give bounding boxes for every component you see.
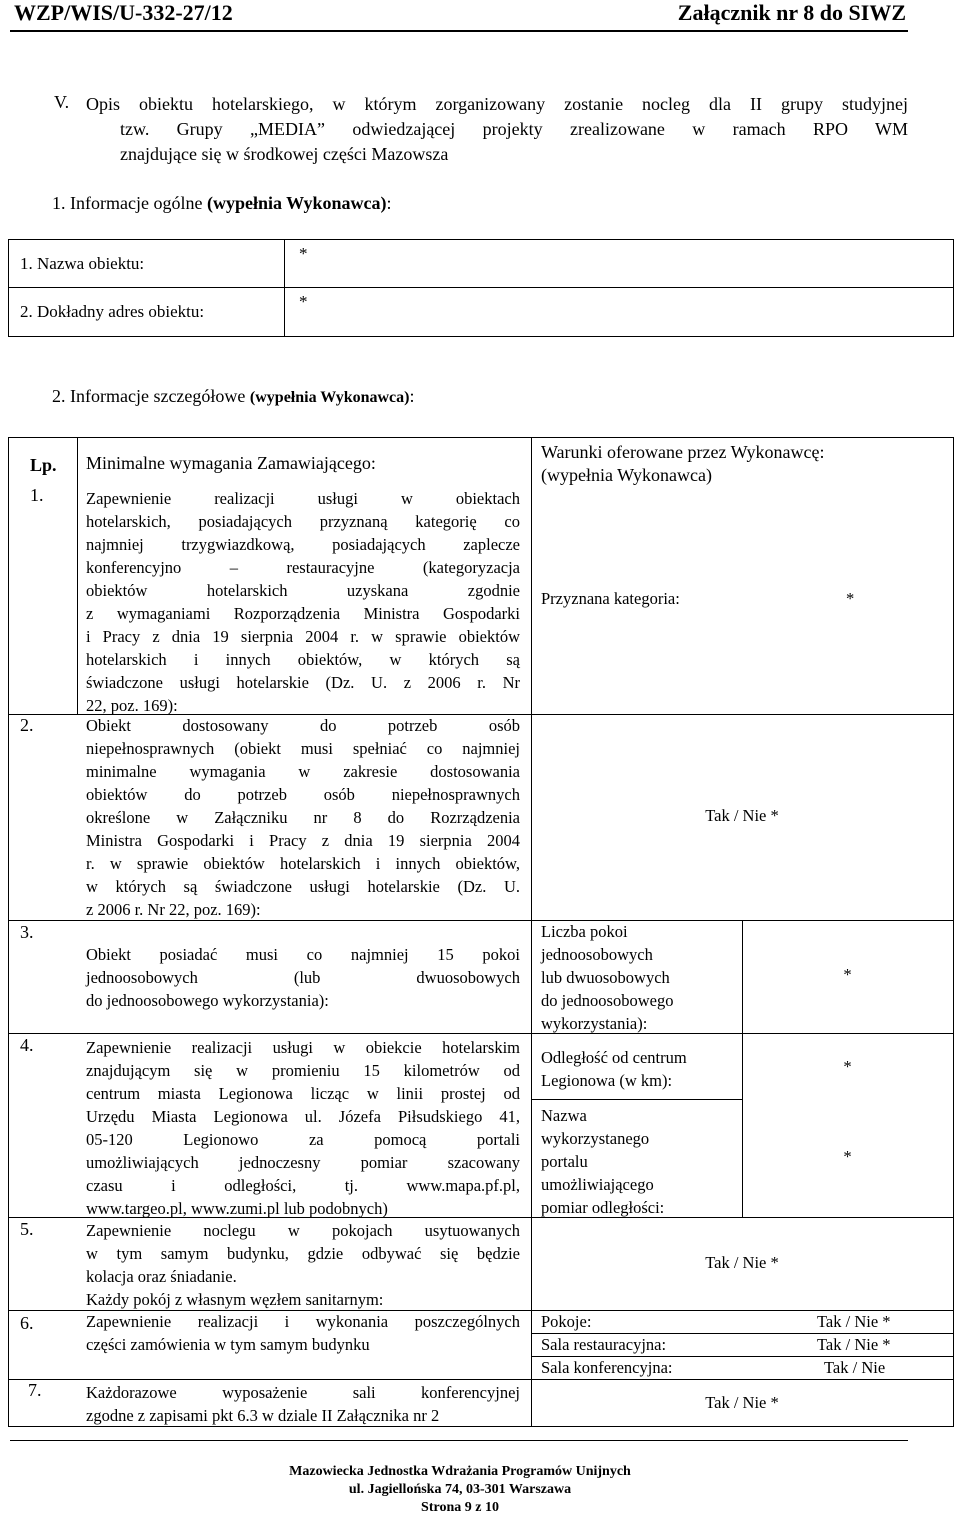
requirement-text (86, 1381, 520, 1427)
requirement-text (86, 1219, 520, 1311)
requirement-line: Zapewnienie realizacji usługi w obiektach (86, 489, 520, 508)
attachment-label: Załącznik nr 8 do SIWZ (677, 0, 906, 25)
footer (0, 1463, 920, 1517)
requirement-line: Obiekt dostosowany do potrzeb osób (86, 716, 520, 735)
col-header-lp: Lp. (30, 455, 57, 475)
table-border (953, 437, 954, 1427)
column-divider (77, 437, 78, 714)
detailed-title-note: (wypełnia Wykonawca) (249, 389, 410, 406)
requirement-line: i Pracy z dnia 19 sierpnia 2004 r. w sprawie obiektów (86, 627, 520, 646)
column-divider (531, 437, 532, 1427)
rooms-label-line: wykorzystania): (541, 1014, 648, 1033)
col-header-conditions-note: (wypełnia Wykonawca) (541, 465, 713, 485)
portal-label-line: umożliwiającego (541, 1175, 654, 1194)
section-title (86, 92, 908, 167)
requirement-line: świadczone usługi hotelarskie (Dz. U. z 2006 r. Nr (86, 673, 520, 692)
requirement-line: w których są świadczone usługi hotelarskie (Dz. U. (86, 877, 520, 896)
requirement-line: hotelarskich i innych obiektów, w których są (86, 650, 520, 669)
row-divider (8, 1033, 954, 1034)
rooms-row-value[interactable]: Tak / Nie * (817, 1312, 891, 1331)
requirement-line: Ministra Gospodarki i Pracy z dnia 19 sierpnia 2004 (86, 831, 520, 850)
requirement-line: obiektów hotelarskich uzyskana zgodnie (86, 581, 520, 600)
requirement-line: części zamówienia w tym samym budynku (86, 1335, 370, 1354)
requirement-line: czasu i odległości, tj. www.mapa.pf.pl, (86, 1176, 520, 1195)
requirement-line: Urzędu Miasta Legionowa ul. Józefa Piłsudskiego 41, (86, 1107, 520, 1126)
requirement-line: hotelarskich, posiadających przyznaną kategorię co (86, 512, 520, 531)
section-title-line: znajdujące się w środkowej części Mazowsza (120, 144, 449, 164)
col-header-requirements: Minimalne wymagania Zamawiającego: (86, 453, 376, 473)
general-info-table (8, 239, 954, 337)
col-header-conditions-title: Warunki oferowane przez Wykonawcę: (541, 442, 825, 462)
row-divider (531, 1356, 953, 1357)
portal-label-line: wykorzystanego (541, 1129, 650, 1148)
requirement-line: 05-120 Legionowo za pomocą portali (86, 1130, 520, 1149)
requirement-line: z wymaganiami Rozporządzenia Ministra Gospodarki (86, 604, 520, 623)
conference-row-label: Sala konferencyjna: (541, 1358, 673, 1377)
requirement-line: określone w Załączniku nr 8 do Rozrządzenia (86, 808, 520, 827)
doc-reference: WZP/WIS/U-332-27/12 (14, 0, 233, 25)
requirement-line: niepełnosprawnych (obiekt musi spełniać co najmniej (86, 739, 520, 758)
requirement-line: Obiekt posiadać musi co najmniej 15 pokoi (86, 945, 520, 964)
object-address-label: 2. Dokładny adres obiektu: (9, 288, 285, 337)
row-number: 7. (28, 1380, 42, 1400)
rooms-label-line: lub dwuosobowych (541, 968, 670, 987)
section-number: V. (54, 92, 70, 112)
rooms-label (541, 920, 741, 1035)
requirement-line: w tym samym budynku, gdzie odbywać się będzie (86, 1244, 520, 1263)
rooms-label-line: jednoosobowych (541, 945, 653, 964)
requirement-line: jednoosobowych (lub dwuosobowych (86, 968, 520, 987)
portal-value[interactable]: * (843, 1147, 852, 1166)
requirement-line: zgodne z zapisami pkt 6.3 w dziale II Załącznika nr 2 (86, 1406, 440, 1425)
distance-value[interactable]: * (843, 1057, 852, 1076)
general-title-note: (wypełnia Wykonawca) (206, 193, 387, 213)
section-title-line: Opis obiektu hotelarskiego, w którym zorganizowany zostanie nocleg dla II grupy studyjnej (86, 94, 908, 114)
detailed-title-colon: : (409, 386, 415, 406)
row-number: 6. (20, 1313, 34, 1333)
requirement-line: r. w sprawie obiektów hotelarskich i innych obiektów, (86, 854, 520, 873)
requirement-text (86, 714, 520, 921)
portal-label-line: Nazwa (541, 1106, 587, 1125)
detailed-info-title (52, 386, 415, 407)
category-value[interactable]: * (846, 589, 855, 608)
requirement-line: obiektów do potrzeb osób niepełnosprawnych (86, 785, 520, 804)
row-divider (8, 1379, 954, 1380)
requirement-text (86, 943, 520, 1012)
conference-row-value[interactable]: Tak / Nie (824, 1358, 886, 1377)
distance-label-line: Odległość od centrum (541, 1048, 687, 1067)
page-number: Strona 9 z 10 (421, 1500, 499, 1515)
row-divider (531, 1333, 953, 1334)
requirement-line: najmniej trzygwiazdkową, posiadających zaplecze (86, 535, 520, 554)
requirement-text (86, 487, 520, 717)
requirement-line: centrum miasta Legionowa licząc w linii prostej od (86, 1084, 520, 1103)
rooms-row-label: Pokoje: (541, 1312, 592, 1331)
portal-label (541, 1104, 741, 1219)
col-header-conditions (541, 441, 825, 487)
general-info-title (52, 193, 392, 214)
requirement-line: Zapewnienie noclegu w pokojach usytuowanych (86, 1221, 520, 1240)
requirement-text (86, 1310, 520, 1356)
header-rule (10, 30, 908, 32)
accessibility-choice[interactable]: Tak / Nie * (705, 806, 779, 825)
requirement-line: do jednoosobowego wykorzystania): (86, 991, 329, 1010)
restaurant-row-label: Sala restauracyjna: (541, 1335, 667, 1354)
rooms-label-line: Liczba pokoi (541, 922, 628, 941)
requirement-line: Każdorazowe wyposażenie sali konferencyjnej (86, 1383, 520, 1402)
category-label: Przyznana kategoria: (541, 589, 680, 608)
same-building-choice[interactable]: Tak / Nie * (705, 1253, 779, 1272)
table-border (8, 437, 9, 1427)
equipment-choice[interactable]: Tak / Nie * (705, 1393, 779, 1412)
row-divider (531, 1099, 742, 1100)
general-title-text: 1. Informacje ogólne (52, 193, 207, 213)
footer-address: ul. Jagiellońska 74, 03-301 Warszawa (348, 1482, 572, 1497)
portal-label-line: portalu (541, 1152, 588, 1171)
distance-label (541, 1046, 741, 1092)
row-number: 1. (30, 485, 44, 505)
row-number: 4. (20, 1035, 34, 1055)
footer-rule (10, 1440, 908, 1441)
requirement-line: minimalne wymagania w zakresie dostosowania (86, 762, 520, 781)
restaurant-row-value[interactable]: Tak / Nie * (817, 1335, 891, 1354)
footer-organization: Mazowiecka Jednostka Wdrażania Programów Unijnych (289, 1464, 631, 1479)
requirement-line: Każdy pokój z własnym węzłem sanitarnym: (86, 1290, 384, 1309)
rooms-label-line: do jednoosobowego (541, 991, 674, 1010)
general-title-colon: : (386, 193, 392, 213)
distance-label-line: Legionowa (w km): (541, 1071, 673, 1090)
rooms-value[interactable]: * (843, 965, 852, 984)
row-number: 3. (20, 922, 34, 942)
table-border (8, 437, 954, 438)
requirements-table (8, 437, 954, 1427)
requirement-text (86, 1036, 520, 1220)
object-name-label: 1. Nazwa obiektu: (9, 240, 285, 288)
requirement-line: Zapewnienie realizacji usługi w obiekcie hotelarskim (86, 1038, 520, 1057)
detailed-title-text: 2. Informacje szczegółowe (52, 386, 250, 406)
requirement-line: kolacja oraz śniadanie. (86, 1267, 237, 1286)
requirement-line: z 2006 r. Nr 22, poz. 169): (86, 900, 261, 919)
object-name-value[interactable]: * (285, 240, 954, 288)
requirement-line: znajdującym się w promieniu 15 kilometrów od (86, 1061, 520, 1080)
requirement-line: 22, poz. 169): (86, 696, 178, 715)
requirement-line: umożliwiających jednoczesny pomiar szacowany (86, 1153, 520, 1172)
object-address-value[interactable]: * (285, 288, 954, 337)
row-number: 5. (20, 1219, 34, 1239)
requirement-line: www.targeo.pl, www.zumi.pl lub podobnych) (86, 1199, 388, 1218)
requirement-line: konferencyjno – restauracyjne (kategoryzacja (86, 558, 520, 577)
section-title-line: tzw. Grupy „MEDIA” odwiedzającej projekty zrealizowane w ramach RPO WM (120, 119, 908, 139)
requirement-line: Zapewnienie realizacji i wykonania poszczególnych (86, 1312, 520, 1331)
row-number: 2. (20, 715, 34, 735)
portal-label-line: pomiar odległości: (541, 1198, 665, 1217)
